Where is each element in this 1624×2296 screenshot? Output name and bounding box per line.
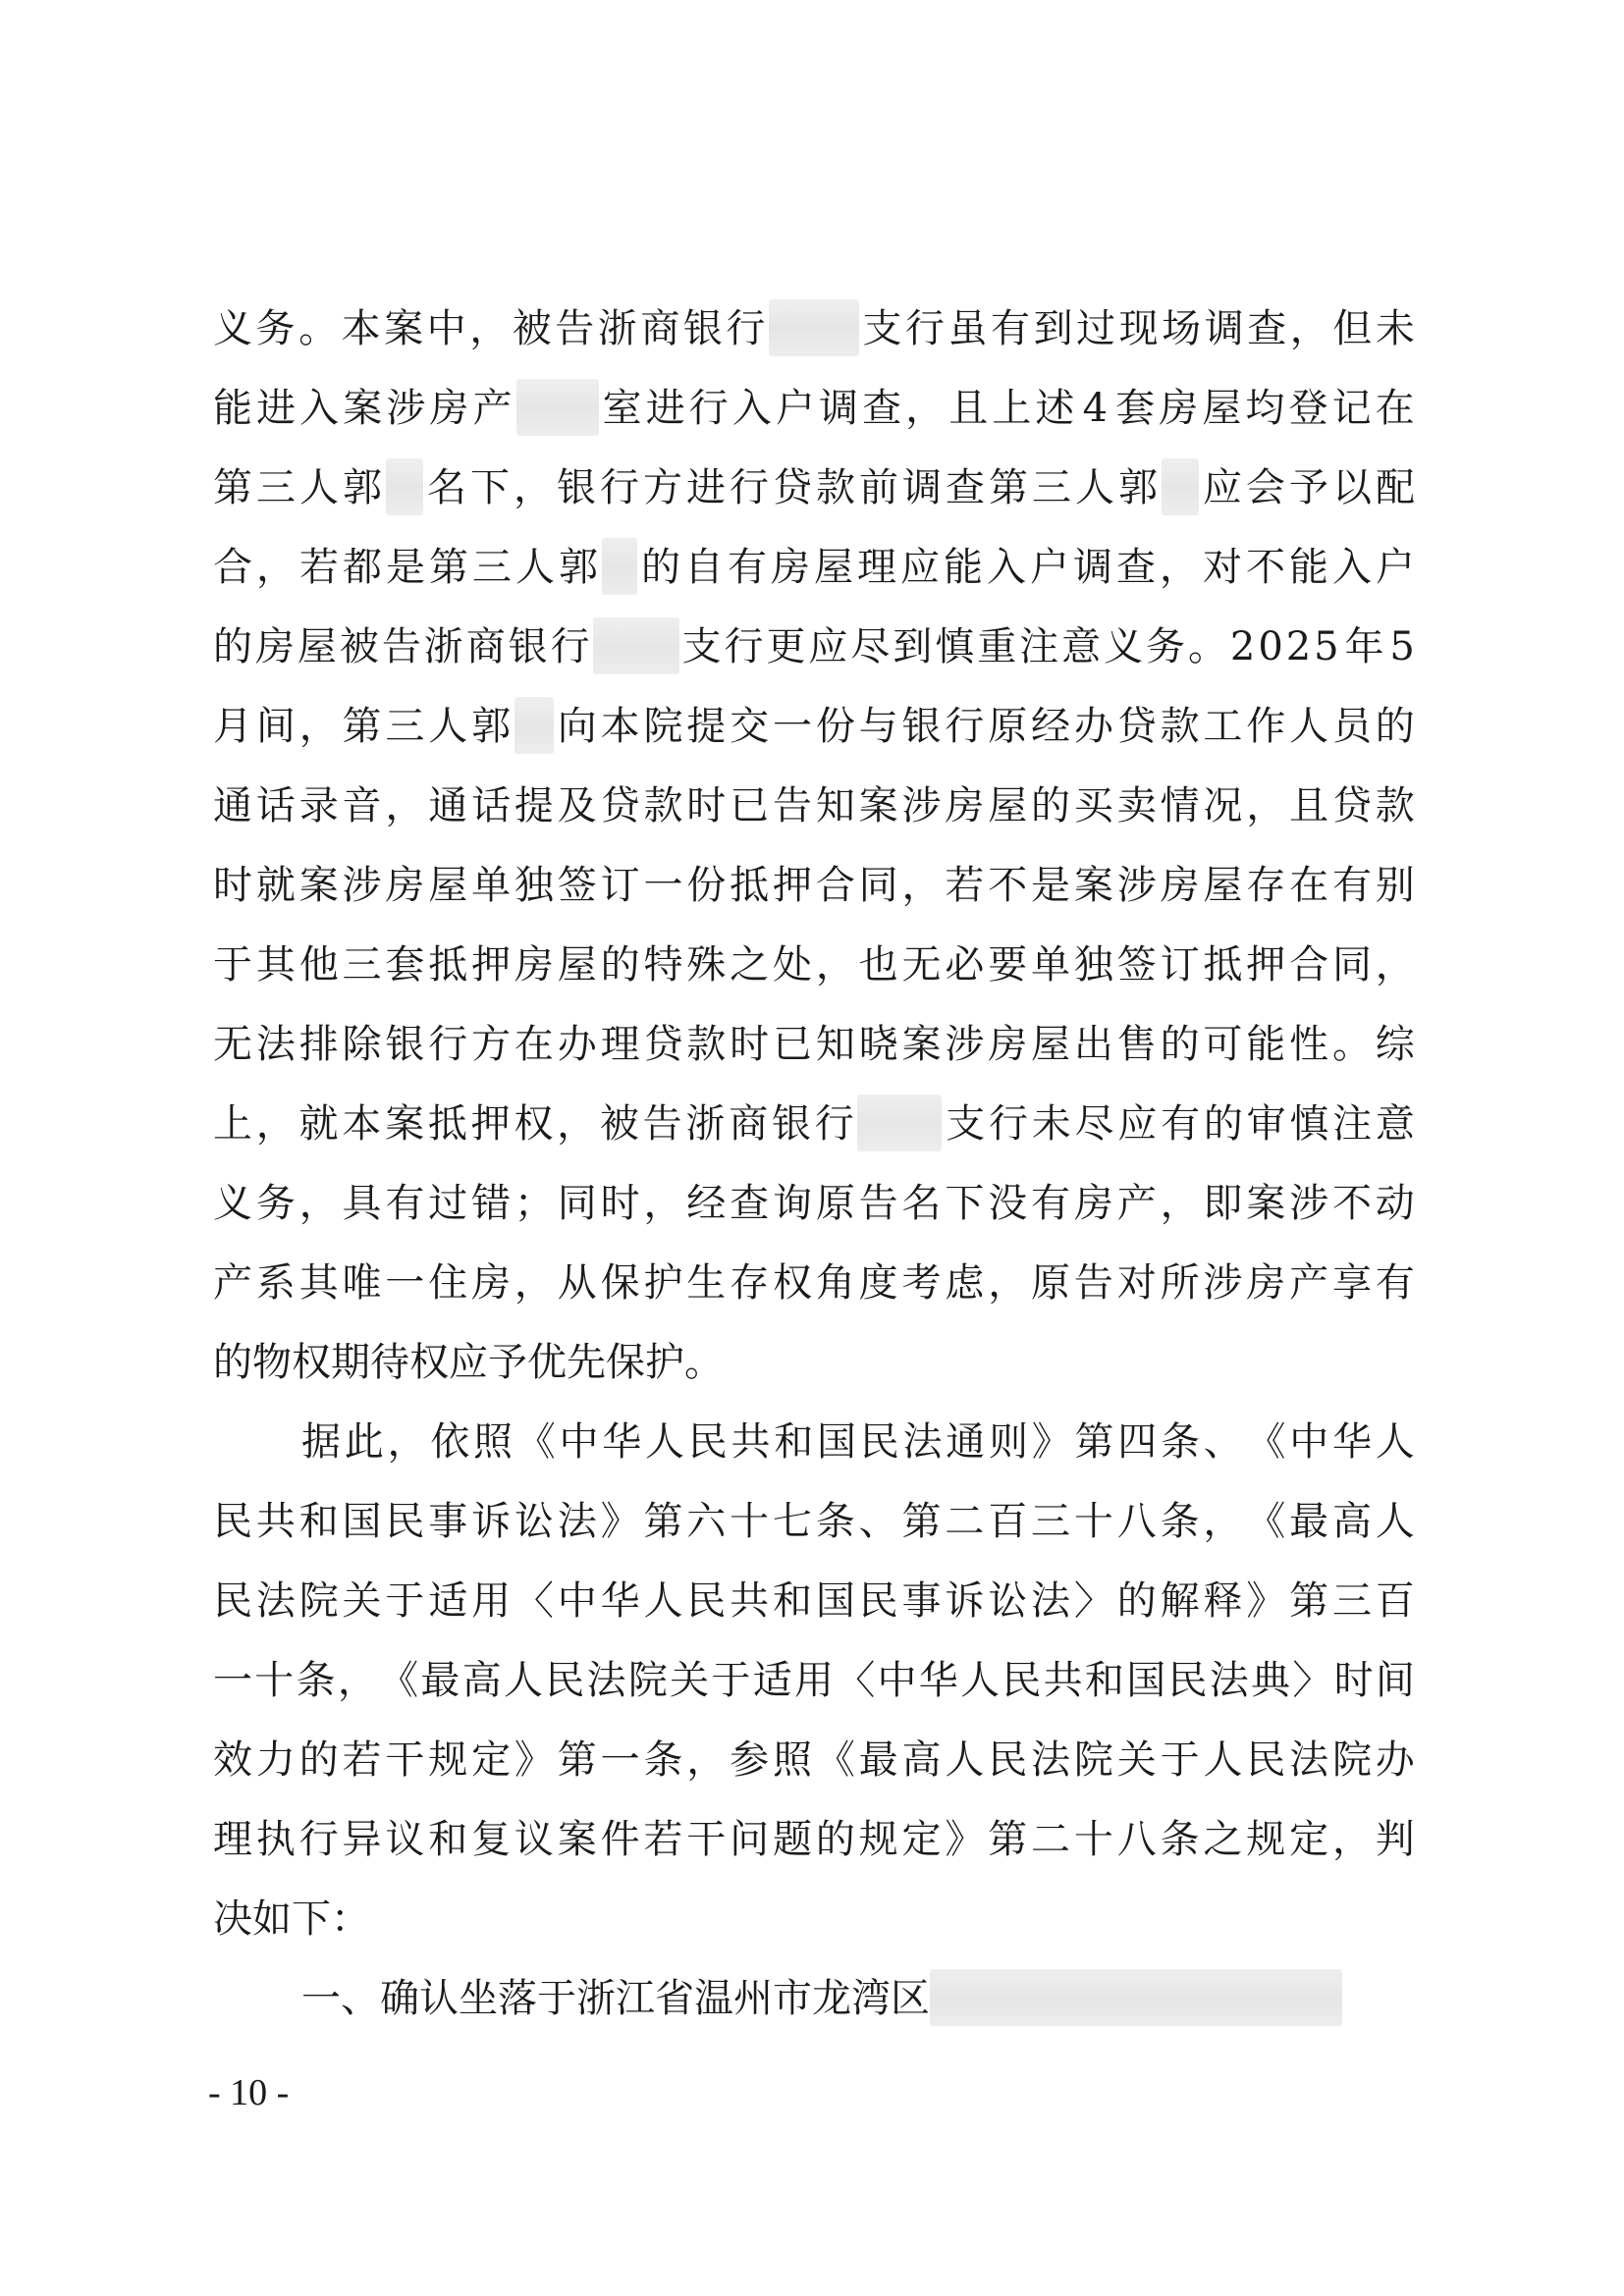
text-line: 理 执 行 异 议 和 复 议 案 件 若 干 问 题 的 规 定 》 第 二 十 八 条 之 规 定 ， 判 <box>213 1817 1415 1862</box>
text-line: 能 进 入 案 涉 房 产 室 进 行 入 户 调 查 ， 且 上 述 4 套 房 屋 均 登 记 在 <box>213 379 1415 438</box>
text-line: 义 务 。 本 案 中 ， 被 告 浙 商 银 行 支 行 虽 有 到 过 现 场 调 查 ， 但 未 <box>213 299 1415 358</box>
redaction-block <box>593 617 679 674</box>
text-line: 上 ， 就 本 案 抵 押 权 ， 被 告 浙 商 银 行 支 行 未 尽 应 有 的 审 慎 注 意 <box>213 1095 1415 1153</box>
text-line: 民 共 和 国 民 事 诉 讼 法 》 第 六 十 七 条 、 第 二 百 三 十 八 条 ， 《 最 高 人 <box>213 1499 1415 1544</box>
text-line: 一 、 确 认 坐 落 于 浙 江 省 温 州 市 龙 湾 区 <box>213 1969 1415 2028</box>
text-line: 合 ， 若 都 是 第 三 人 郭 的 自 有 房 屋 理 应 能 入 户 调 查 ， 对 不 能 入 户 <box>213 538 1415 597</box>
text-line: 第 三 人 郭 名 下 ， 银 行 方 进 行 贷 款 前 调 查 第 三 人 郭 应 会 予 以 配 <box>213 458 1415 517</box>
redaction-block <box>602 538 637 595</box>
redaction-block <box>386 458 423 515</box>
text-line: 产 系 其 唯 一 住 房 ， 从 保 护 生 存 权 角 度 考 虑 ， 原 告 对 所 涉 房 产 享 有 <box>213 1260 1415 1306</box>
text-line: 月 间 ， 第 三 人 郭 向 本 院 提 交 一 份 与 银 行 原 经 办 贷 款 工 作 人 员 的 <box>213 697 1415 756</box>
page-number: - 10 - <box>208 2072 290 2113</box>
text-line: 的 房 屋 被 告 浙 商 银 行 支 行 更 应 尽 到 慎 重 注 意 义 务 。 2 0 2 5 年 5 <box>213 617 1415 676</box>
redaction-block <box>930 1969 1342 2026</box>
text-line: 决 如 下 ： <box>213 1896 370 1942</box>
text-line: 无 法 排 除 银 行 方 在 办 理 贷 款 时 已 知 晓 案 涉 房 屋 出 售 的 可 能 性 。 综 <box>213 1022 1415 1067</box>
text-line: 民 法 院 关 于 适 用 〈 中 华 人 民 共 和 国 民 事 诉 讼 法 〉 的 解 释 》 第 三 百 <box>213 1578 1415 1624</box>
text-line: 效 力 的 若 干 规 定 》 第 一 条 ， 参 照 《 最 高 人 民 法 院 关 于 人 民 法 院 办 <box>213 1737 1415 1783</box>
text-line: 通 话 录 音 ， 通 话 提 及 贷 款 时 已 告 知 案 涉 房 屋 的 买 卖 情 况 ， 且 贷 款 <box>213 783 1415 828</box>
redaction-block <box>769 299 859 356</box>
text-line: 据 此 ， 依 照 《 中 华 人 民 共 和 国 民 法 通 则 》 第 四 条 、 《 中 华 人 <box>301 1419 1415 1465</box>
text-line: 义 务 ， 具 有 过 错 ； 同 时 ， 经 查 询 原 告 名 下 没 有 房 产 ， 即 案 涉 不 动 <box>213 1181 1415 1226</box>
redaction-block <box>514 697 554 754</box>
text-line: 时 就 案 涉 房 屋 单 独 签 订 一 份 抵 押 合 同 ， 若 不 是 案 涉 房 屋 存 在 有 别 <box>213 863 1415 908</box>
text-line: 一 十 条 ， 《 最 高 人 民 法 院 关 于 适 用 〈 中 华 人 民 共 和 国 民 法 典 〉 时 间 <box>213 1658 1415 1703</box>
redaction-block <box>857 1095 942 1151</box>
redaction-block <box>516 379 599 436</box>
redaction-block <box>1162 458 1199 515</box>
text-line: 于 其 他 三 套 抵 押 房 屋 的 特 殊 之 处 ， 也 无 必 要 单 独 签 订 抵 押 合 同 ， <box>213 942 1415 988</box>
text-line: 的 物 权 期 待 权 应 予 优 先 保 护 。 <box>213 1340 724 1385</box>
